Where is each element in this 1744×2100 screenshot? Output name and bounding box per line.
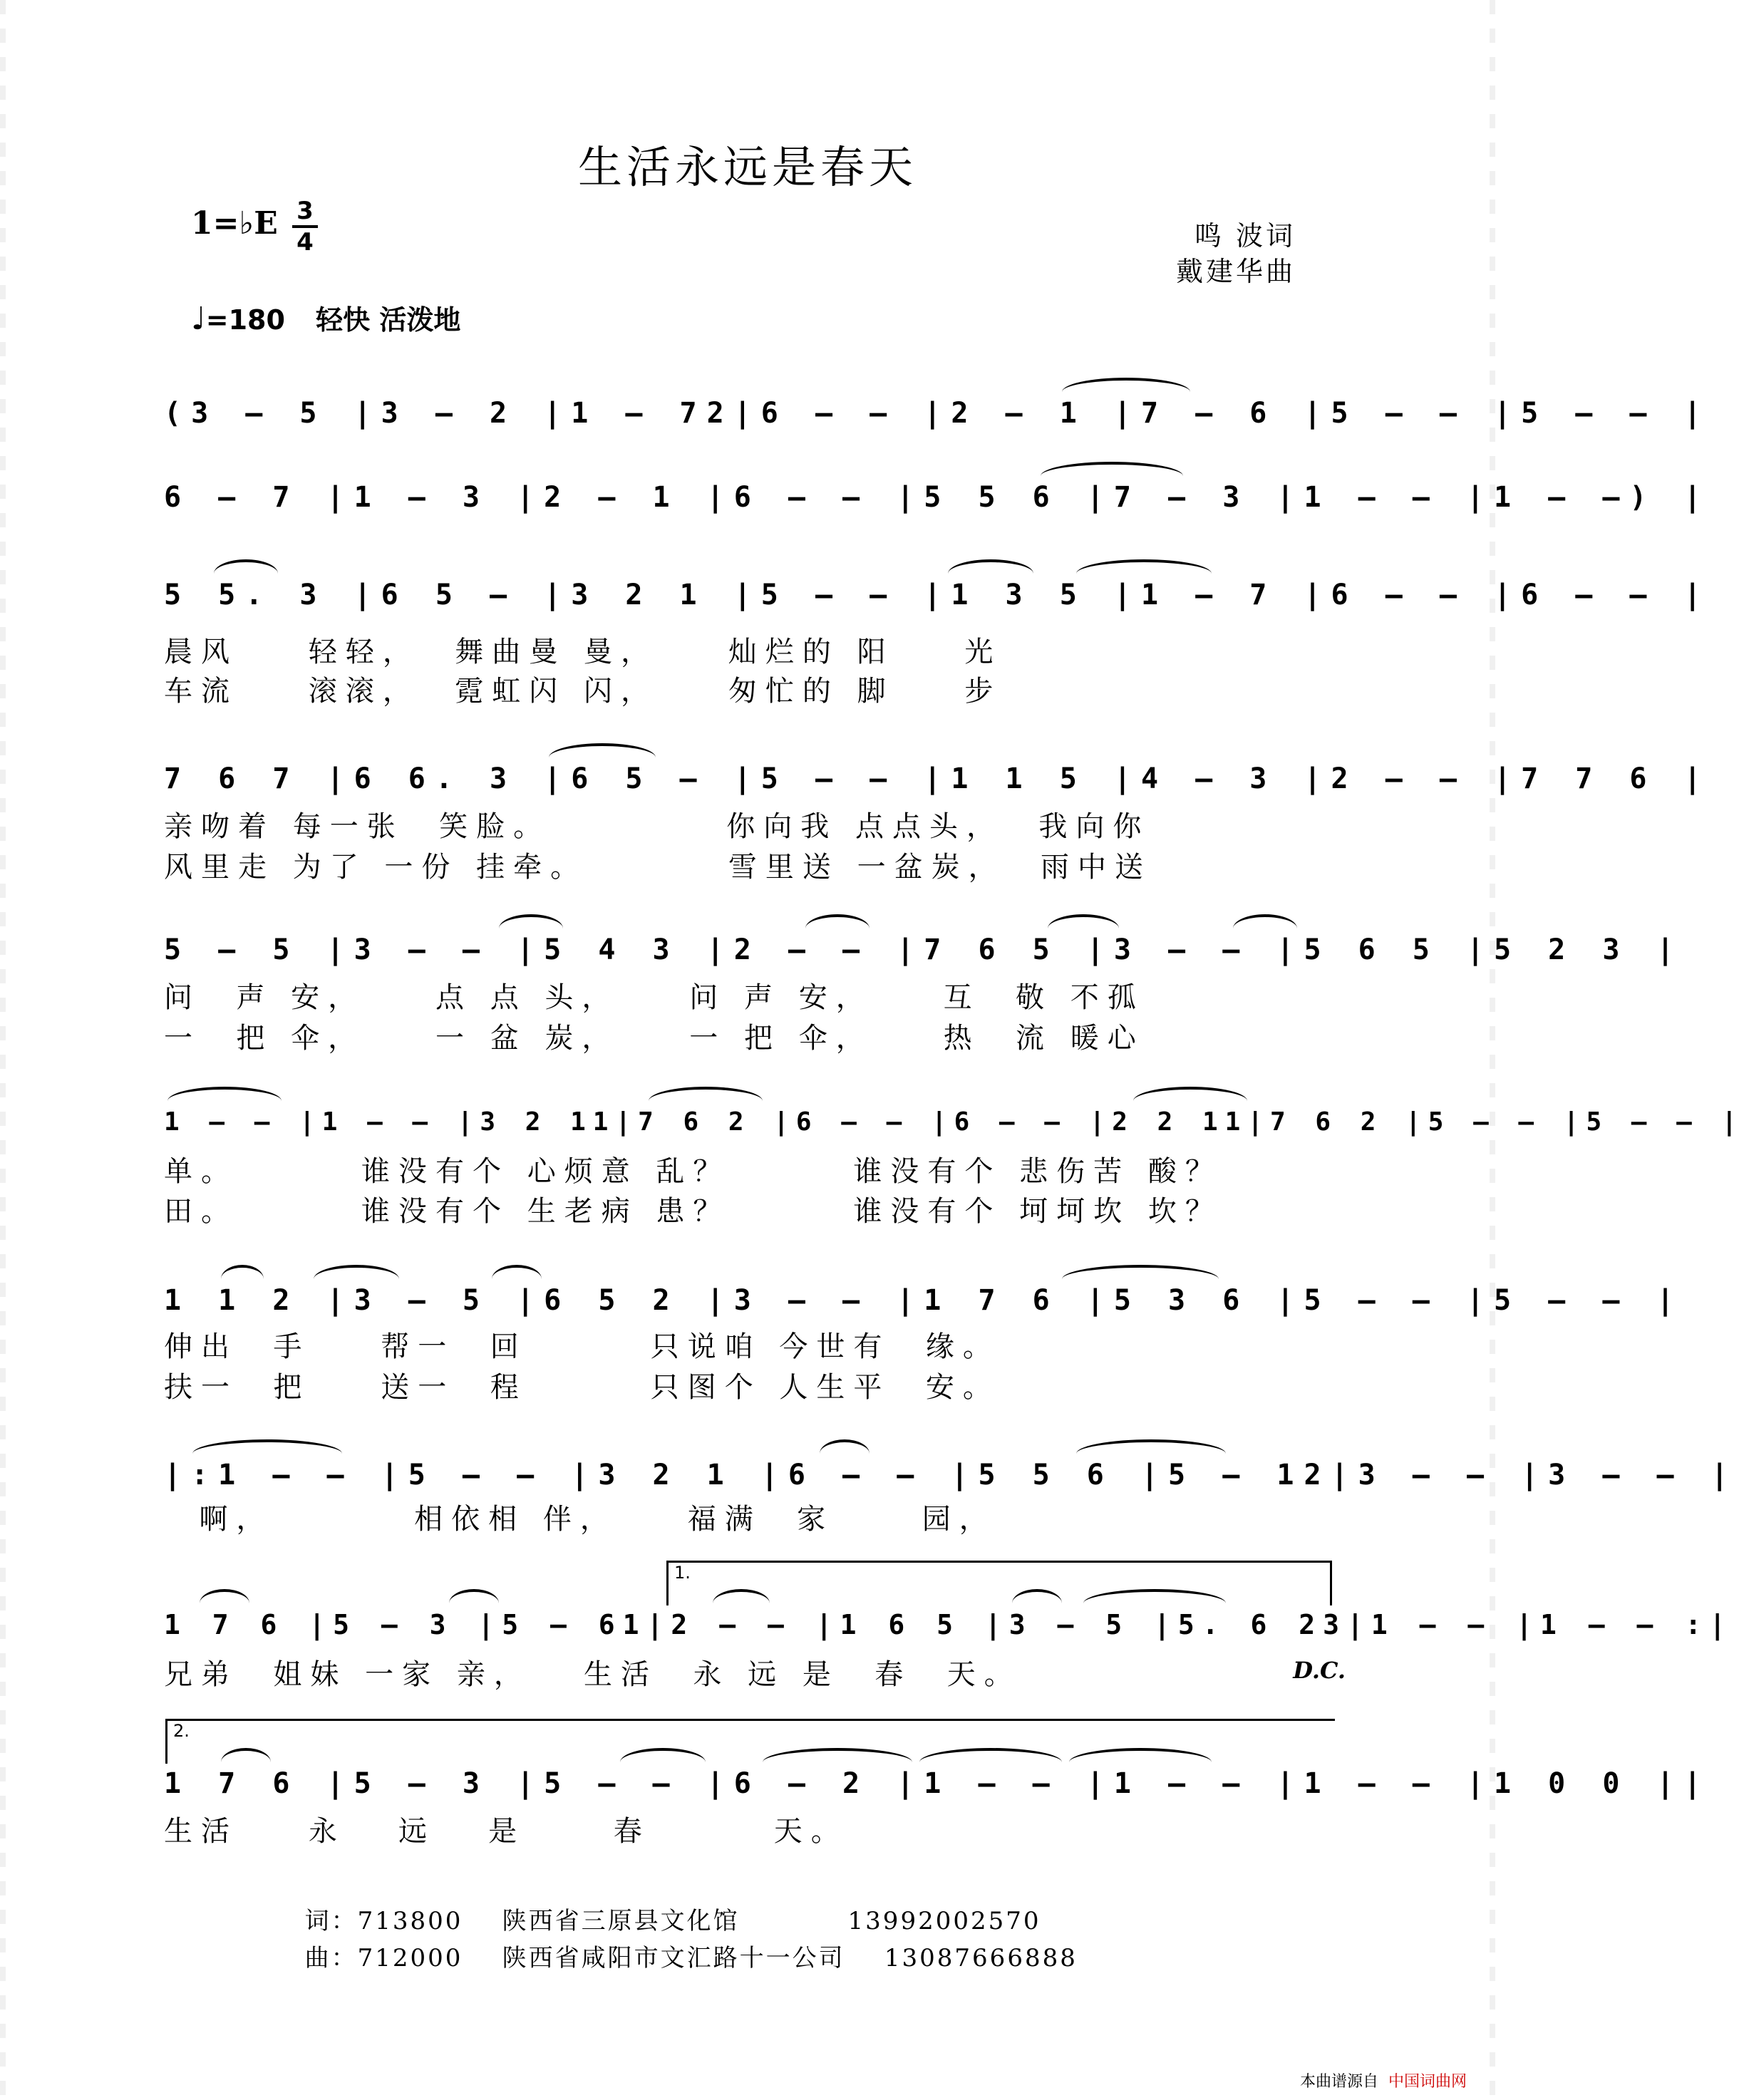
lyric-verse-2: 扶一 把 送一 程 只图个 人生平 安。: [164, 1371, 1000, 1404]
slur-arc: [805, 914, 870, 943]
slur-arc: [214, 559, 278, 588]
tempo-expression: 轻快 活泼地: [316, 304, 461, 336]
source-label: 本曲谱源自: [1299, 2073, 1378, 2091]
contact-postcode: 712000: [357, 1944, 463, 1972]
tie-arc: [192, 1439, 342, 1468]
tie-arc: [549, 743, 656, 772]
slur-arc: [1233, 914, 1297, 943]
lyric-verse-2: 田。 谁没有个 生老病 患？ 谁没有个 坷坷坎 坎？: [164, 1195, 1222, 1228]
tie-arc: [919, 1748, 1062, 1776]
notation-line: 1 1 2 |3 – 5 |6 5 2 |3 – – |1 7 6 |5 3 6 |5 – – |5 – – |: [164, 1284, 1684, 1317]
source-footer: [1300, 2069, 1467, 2091]
tempo-marking: [191, 298, 460, 337]
contact-address: 陕西省三原县文化馆: [502, 1907, 740, 1935]
notation-line: 7 6 7 |6 6. 3 |6 5 – |5 – – |1 1 5 |4 – 3 |2 – – |7 7 6 |: [164, 762, 1711, 795]
score-row-5: [164, 925, 1684, 975]
contact-phone: 13087666888: [884, 1944, 1078, 1972]
lyric-verse-1: 问 声 安， 点 点 头， 问 声 安， 互 敬 不孤: [164, 981, 1145, 1014]
lyric-verse-2: 风里走 为了 一份 挂牵。 雪里送 一盆炭， 雨中送: [164, 851, 1152, 884]
notation-line: 5 5. 3 |6 5 – |3 2 1 |5 – – |1 3 5 |1 – 7 |6 – – |6 – – |: [164, 579, 1711, 611]
contact-address: 陕西省咸阳市文汇路十一公司: [502, 1944, 845, 1972]
lyricist-credit: 鸣 波词: [1194, 220, 1296, 252]
lyric-verse-2: 车流 滚滚， 霓虹闪 闪， 匆忙的 脚 步: [164, 675, 1002, 708]
score-row-4: [164, 754, 1711, 804]
composer-credit: 戴建华曲: [1175, 256, 1296, 287]
tie-arc: [763, 1748, 912, 1776]
tie-arc: [1133, 1087, 1247, 1115]
contact-postcode: 713800: [357, 1907, 463, 1935]
meter-bottom: 4: [296, 228, 314, 257]
notation-line: |:1 – – |5 – – |3 2 1 |6 – – |5 5 6 |5 – 12|3 – – |3 – – |: [164, 1459, 1738, 1491]
slur-arc: [314, 1265, 399, 1293]
da-capo-marking: D.C.: [1293, 1657, 1346, 1684]
slur-arc: [948, 559, 1033, 588]
lyric-verse-1: 单。 谁没有个 心烦意 乱？ 谁没有个 悲伤苦 酸？: [164, 1155, 1222, 1188]
slur-arc: [620, 1748, 706, 1776]
song-title: 生活永远是春天: [577, 141, 917, 193]
composer-contact: [285, 1910, 1078, 1973]
tie-arc: [649, 1087, 763, 1115]
slur-arc: [1048, 914, 1119, 943]
tie-arc: [1076, 559, 1212, 588]
slur-arc: [200, 1589, 249, 1618]
second-ending-bracket: 2.: [165, 1719, 1335, 1764]
lyric-verse-1: 亲吻着 每一张 笑脸。 你向我 点点头， 我向你: [164, 810, 1150, 843]
tempo-bpm: =180: [205, 304, 285, 336]
slur-arc: [499, 914, 563, 943]
lyric-verse-2: 一 把 伞， 一 盆 炭， 一 把 伞， 热 流 暖心: [164, 1022, 1145, 1055]
left-edge-watermark: [0, 0, 6, 2100]
slur-arc: [221, 1265, 264, 1293]
notation-line: 6 – 7 |1 – 3 |2 – 1 |6 – – |5 5 6 |7 – 3 |1 – – |1 – –) |: [164, 481, 1711, 514]
contact-label: 曲：: [304, 1944, 358, 1972]
quarter-note-icon: ♩: [191, 301, 206, 337]
lyric-verse-1: 啊， 相依相 伴， 福满 家 园，: [164, 1503, 996, 1536]
key-signature: 1=♭E: [191, 205, 278, 242]
contact-phone: 13992002570: [847, 1907, 1041, 1935]
notation-line: 1 7 6 |5 – 3 |5 – – |6 – 2 |1 – – |1 – – |1 – – |1 0 0 ||: [164, 1767, 1711, 1800]
tie-arc: [1062, 378, 1190, 406]
tie-arc: [1069, 1748, 1212, 1776]
slur-arc: [449, 1589, 499, 1618]
notation-line: 1 – – |1 – – |3 2 11|7 6 2 |6 – – |6 – – |2 2 11|7 6 2 |5 – – |5 – – |: [164, 1107, 1744, 1137]
time-signature: [292, 198, 318, 255]
slur-arc: [221, 1748, 271, 1776]
tie-arc: [1041, 462, 1183, 490]
tie-arc: [1062, 1265, 1219, 1293]
lyric-verse-1: 兄弟 姐妹 一家 亲， 生活 永 远 是 春 天。: [164, 1658, 1021, 1691]
source-site-link[interactable]: 中国词曲网: [1388, 2073, 1467, 2091]
meter-top: 3: [296, 197, 314, 225]
notation-line: 5 – 5 |3 – – |5 4 3 |2 – – |7 6 5 |3 – – |5 6 5 |5 2 3 |: [164, 933, 1684, 966]
slur-arc: [820, 1439, 870, 1468]
slur-arc: [492, 1265, 542, 1293]
tie-arc: [1076, 1439, 1226, 1468]
notation-line: 1 7 6 |5 – 3 |5 – 61|2 – – |1 6 5 |3 – 5 |5. 6 23|1 – – |1 – – :|: [164, 1609, 1734, 1640]
first-ending-bracket: 1.: [666, 1561, 1332, 1605]
lyric-verse-1: 伸出 手 帮一 回 只说咱 今世有 缘。: [164, 1330, 1000, 1363]
lyric-verse-1: 生活 永 远 是 春 天。: [164, 1815, 848, 1848]
slur-arc: [1012, 1589, 1062, 1618]
tie-arc: [1083, 1589, 1226, 1618]
contact-label: 词：: [304, 1907, 358, 1935]
notation-line: (3 – 5 |3 – 2 |1 – 72|6 – – |2 – 1 |7 – 6 |5 – – |5 – – |: [164, 397, 1711, 430]
slur-arc: [713, 1589, 770, 1618]
lyric-verse-1: 晨风 轻轻， 舞曲曼 曼， 灿烂的 阳 光: [164, 636, 1002, 668]
tie-arc: [167, 1087, 282, 1115]
